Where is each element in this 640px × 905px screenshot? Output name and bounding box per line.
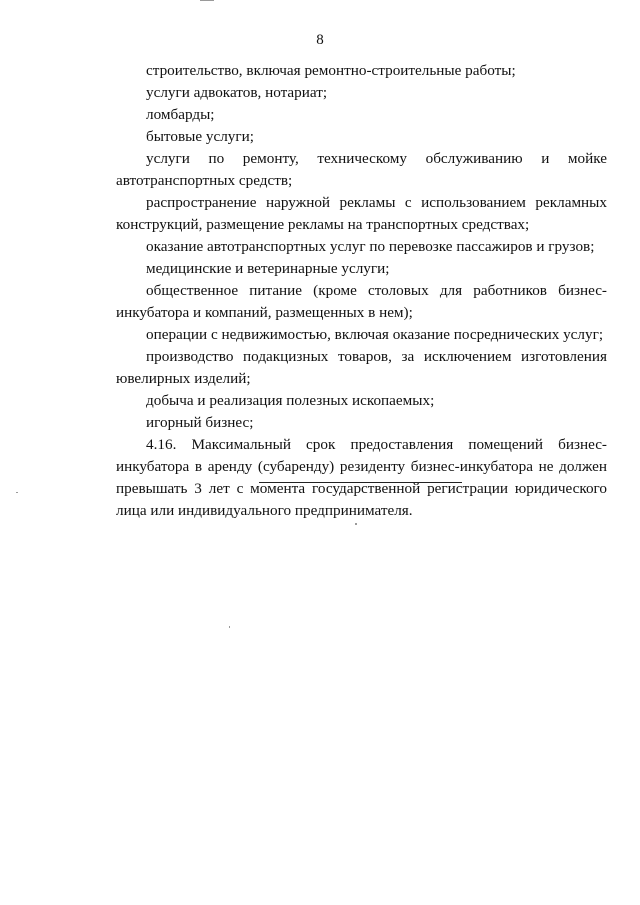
document-body <box>116 60 607 522</box>
separator-line <box>259 482 462 483</box>
scan-speck <box>16 492 18 493</box>
paragraph-consumer-services: бытовые услуги; <box>146 128 254 145</box>
scan-speck <box>355 523 357 525</box>
paragraph-construction: строительство, включая ремонтно-строительные работы; <box>146 62 516 79</box>
page-number: 8 <box>316 32 324 48</box>
paragraph-real-estate: операции с недвижимостью, включая оказание посреднических услуг; <box>146 326 604 343</box>
paragraph-gambling: игорный бизнес; <box>146 414 254 431</box>
paragraph-clause-4-16: 4.16. Максимальный срок предоставления помещений бизнес-инкубатора в аренду (субаренду) резиденту бизнес-инкубатора не должен превышать 3 лет с момента государственной регистрации юридического лица или индивидуального предпринимателя. <box>116 436 607 519</box>
scan-speck <box>229 626 230 628</box>
paragraph-excise-goods: производство подакцизных товаров, за исключением изготовления ювелирных изделий; <box>116 348 607 387</box>
paragraph-catering: общественное питание (кроме столовых для работников бизнес-инкубатора и компаний, размещенных в нем); <box>116 282 607 321</box>
paragraph-vehicle-services: услуги по ремонту, техническому обслуживанию и мойке автотранспортных средств; <box>116 150 607 189</box>
paragraph-medical: медицинские и ветеринарные услуги; <box>146 260 390 277</box>
scan-speck <box>200 0 214 1</box>
paragraph-advertising: распространение наружной рекламы с использованием рекламных конструкций, размещение рекламы на транспортных средствах; <box>116 194 607 233</box>
paragraph-lawyers: услуги адвокатов, нотариат; <box>146 84 328 101</box>
paragraph-transport: оказание автотранспортных услуг по перевозке пассажиров и грузов; <box>146 238 595 255</box>
paragraph-pawnshops: ломбарды; <box>146 106 215 123</box>
paragraph-mining: добыча и реализация полезных ископаемых; <box>146 392 435 409</box>
